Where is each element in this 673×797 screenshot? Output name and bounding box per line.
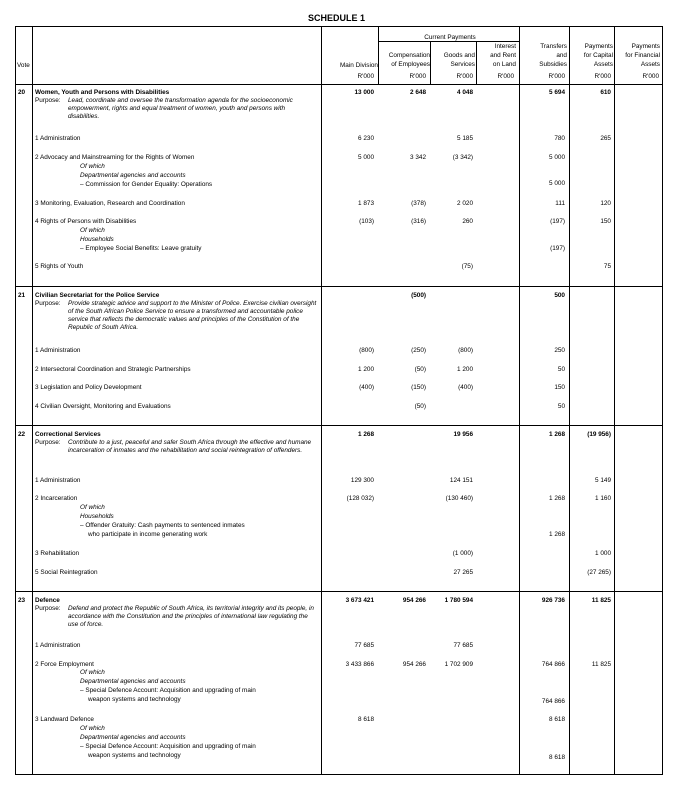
value-cap: (19 956) [587,431,611,438]
row-label: who participate in income generating work [88,531,208,538]
row-label: 5 Rights of Youth [35,263,84,270]
vote-title: Defence [35,597,60,604]
row-label: – Employee Social Benefits: Leave gratuity [80,245,202,252]
value-cap: 5 149 [595,477,611,484]
purpose-text: Contribute to a just, peaceful and safer South Africa through the effective and humane incarceration of inmates and the rehabilitation and social reintegration of offenders. [68,439,312,454]
value-comp: 954 266 [402,661,426,668]
row-label: Departmental agencies and accounts [80,678,186,685]
value-goods: 1 702 909 [444,661,473,668]
value-main: 1 268 [358,431,374,438]
header-int-1: Interest [494,43,516,50]
value-cap: 11 825 [591,661,611,668]
value-cap: 1 160 [595,495,611,502]
line-vote-21 [15,286,663,287]
vote-number: 21 [18,292,26,299]
value-goods: 5 185 [457,135,473,142]
schedule-title: SCHEDULE 1 [307,13,365,23]
value-comp: 3 342 [410,154,426,161]
purpose-text: Provide strategic advice and support to the Minister of Police. Exercise civilian oversight of the South African Police Service to ensure a transformed and accountable police service that reflects the democratic values and principles of the Constitution of the Republic of South Africa. [68,300,317,331]
purpose-label: Purpose: [35,605,61,612]
row-label: Of which [80,163,105,170]
vote-title: Correctional Services [35,431,101,438]
value-comp: (50) [414,403,426,410]
row-label: 1 Administration [35,347,81,354]
header-cap-1: Payments [584,43,613,50]
value-trans: 5 000 [549,180,565,187]
unit-goods: R'000 [456,73,473,80]
purpose-text: Defend and protect the Republic of South Africa, its territorial integrity and its people, in accordance with the Constitution and the principles of international law regulating the use of force. [68,605,314,628]
header-cap-2: for Capital [583,52,613,59]
unit-comp: R'000 [409,73,426,80]
value-trans: 5 694 [549,89,565,96]
value-cap: 120 [600,200,611,207]
value-main: (128 032) [346,495,374,502]
col-line-vote [32,26,33,775]
value-main: 1 200 [358,366,374,373]
row-label: – Special Defence Account: Acquisition and upgrading of main [80,687,256,694]
row-label: – Special Defence Account: Acquisition and upgrading of main [80,743,256,750]
header-goods-1: Goods and [443,52,475,59]
vote-number: 23 [18,597,26,604]
header-current-payments: Current Payments [424,34,476,41]
header-int-3: on Land [492,61,516,68]
value-goods: (400) [458,384,473,391]
row-label: 4 Rights of Persons with Disabilities [35,218,137,225]
col-line-goods [430,41,431,84]
value-comp: 954 266 [402,597,426,604]
value-main: 1 873 [358,200,374,207]
row-label: 2 Force Employment [35,661,94,668]
row-label: weapon systems and technology [88,696,181,703]
row-label: 2 Incarceration [35,495,78,502]
value-main: 129 300 [350,477,374,484]
header-comp-1: Compensation [388,52,430,59]
row-label: – Offender Gratuity: Cash payments to sentenced inmates [80,522,245,529]
value-cap: 11 825 [591,597,611,604]
value-main: 5 000 [358,154,374,161]
row-label: Of which [80,669,105,676]
line-current-payments [378,41,519,42]
value-main: (800) [359,347,374,354]
value-trans: 50 [557,403,565,410]
header-comp-2: of Employees [391,61,430,68]
row-label: Households [80,236,114,243]
purpose-text: Lead, coordinate and oversee the transformation agenda for the socioeconomic empowerment, rights and equal treatment of women, youth and persons with disabilities. [68,97,293,120]
col-line-fin [614,26,615,775]
row-label: Of which [80,504,105,511]
unit-int: R'000 [497,73,514,80]
value-goods: 1 200 [457,366,473,373]
value-comp: (316) [411,218,426,225]
value-main: 77 685 [354,642,374,649]
vote-number: 22 [18,431,26,438]
value-comp: (250) [411,347,426,354]
value-cap: 150 [600,218,611,225]
purpose-label: Purpose: [35,300,61,307]
row-label: 2 Advocacy and Mainstreaming for the Rights of Women [35,154,195,161]
row-label: 2 Intersectoral Coordination and Strategic Partnerships [35,366,191,373]
value-goods: (3 342) [452,154,473,161]
row-label: 3 Legislation and Policy Development [35,384,142,391]
row-label: – Commission for Gender Equality: Operations [80,181,213,188]
value-comp: (378) [411,200,426,207]
value-trans: 500 [554,292,565,299]
col-line-comp [378,26,379,84]
value-goods: 260 [462,218,473,225]
value-main: (400) [359,384,374,391]
value-goods: (130 460) [445,495,473,502]
value-trans: (197) [550,218,565,225]
line-vote-22 [15,425,663,426]
value-main: (103) [359,218,374,225]
header-int-2: and Rent [490,52,516,59]
purpose-label: Purpose: [35,97,61,104]
header-trans-2: and [556,52,567,59]
header-cap-3: Assets [593,61,613,68]
header-trans-3: Subsidies [539,61,567,68]
value-trans: 780 [554,135,565,142]
header-goods-2: Services [450,61,475,68]
value-goods: (75) [461,263,473,270]
value-trans: 250 [554,347,565,354]
header-fin-3: Assets [640,61,660,68]
value-main: 8 618 [358,716,374,723]
header-vote: Vote [17,62,30,69]
value-trans: 764 866 [541,698,565,705]
unit-trans: R'000 [548,73,565,80]
value-cap: 610 [600,89,611,96]
value-trans: 764 866 [541,661,565,668]
row-label: 3 Rehabilitation [35,550,80,557]
vote-title: Women, Youth and Persons with Disabilities [35,89,170,96]
value-cap: 1 000 [595,550,611,557]
value-main: 3 673 421 [345,597,374,604]
col-line-int [476,41,477,84]
value-trans: 50 [557,366,565,373]
value-goods: 2 020 [457,200,473,207]
row-label: 1 Administration [35,642,81,649]
value-main: 13 000 [354,89,374,96]
value-trans: 5 000 [549,154,565,161]
row-label: 5 Social Reintegration [35,569,98,576]
value-trans: 926 736 [541,597,565,604]
value-comp: (500) [411,292,426,299]
header-fin-2: for Financial [625,52,660,59]
value-trans: 8 618 [549,754,565,761]
row-label: weapon systems and technology [88,752,181,759]
value-cap: 75 [603,263,611,270]
value-goods: 27 265 [453,569,473,576]
header-fin-1: Payments [631,43,660,50]
value-cap: 265 [600,135,611,142]
value-trans: 1 268 [549,431,565,438]
value-goods: (800) [458,347,473,354]
row-label: 4 Civilian Oversight, Monitoring and Evaluations [35,403,171,410]
value-comp: 2 648 [410,89,426,96]
row-label: Departmental agencies and accounts [80,734,186,741]
value-main: 3 433 866 [345,661,374,668]
row-label: Of which [80,725,105,732]
unit-fin: R'000 [642,73,659,80]
value-goods: 1 780 594 [444,597,473,604]
row-label: 1 Administration [35,477,81,484]
row-label: Departmental agencies and accounts [80,172,186,179]
value-goods: 19 956 [453,431,473,438]
value-trans: 1 268 [549,495,565,502]
purpose-label: Purpose: [35,439,61,446]
row-label: Households [80,513,114,520]
row-label: 1 Administration [35,135,81,142]
value-goods: 4 048 [457,89,473,96]
value-comp: (50) [414,366,426,373]
vote-title: Civilian Secretariat for the Police Service [35,292,160,299]
value-trans: 1 268 [549,531,565,538]
value-trans: 8 618 [549,716,565,723]
row-label: 3 Monitoring, Evaluation, Research and Coordination [35,200,185,207]
row-label: Of which [80,227,105,234]
value-cap: (27 265) [587,569,611,576]
value-goods: (1 000) [452,550,473,557]
line-vote-23 [15,591,663,592]
unit-cap: R'000 [594,73,611,80]
value-trans: (197) [550,245,565,252]
vote-number: 20 [18,89,26,96]
header-main-division: Main Division [339,62,378,69]
value-goods: 77 685 [453,642,473,649]
unit-main: R'000 [357,73,374,80]
value-trans: 150 [554,384,565,391]
value-goods: 124 151 [449,477,473,484]
value-main: 6 230 [358,135,374,142]
value-trans: 111 [555,200,565,207]
row-label: 3 Landward Defence [35,716,94,723]
value-comp: (150) [411,384,426,391]
header-trans-1: Transfers [540,43,567,50]
line-header-bottom [15,84,663,85]
